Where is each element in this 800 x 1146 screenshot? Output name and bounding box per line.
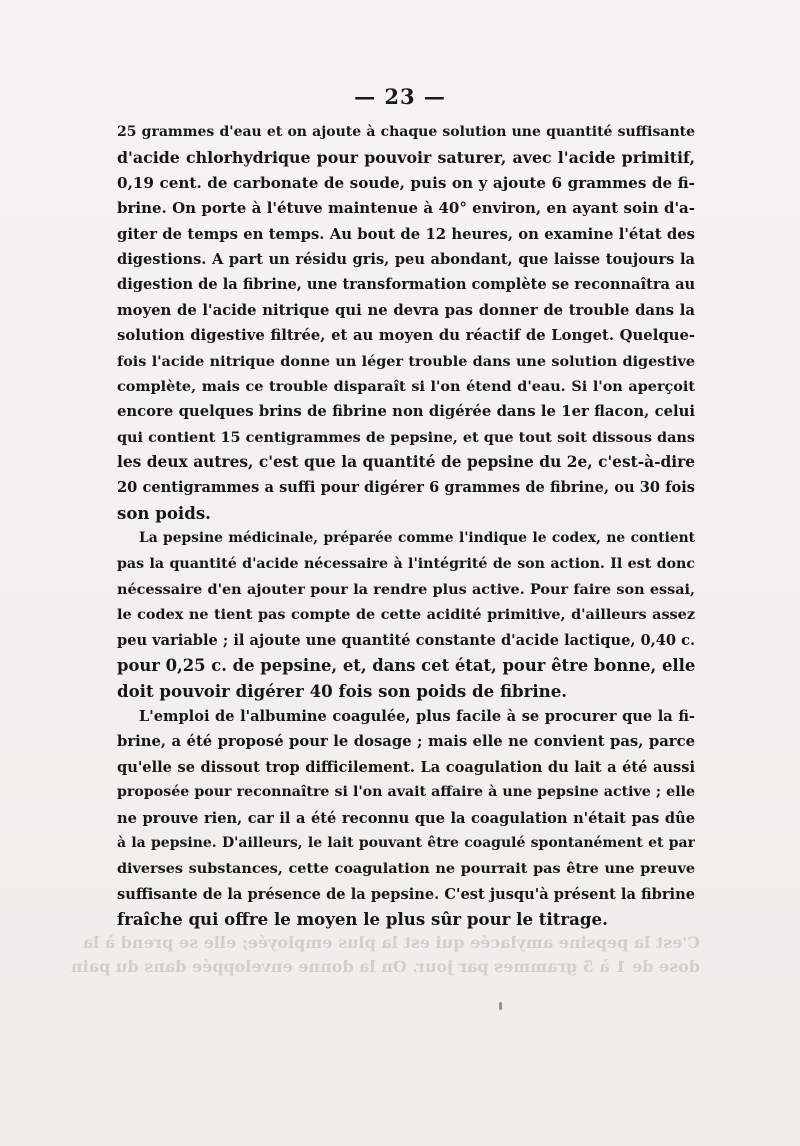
text-line: moyen de l'acide nitrique qui ne devra pas donner de trouble dans la: [117, 301, 695, 319]
text-line: giter de temps en temps. Au bout de 12 heures, on examine l'état des: [117, 225, 695, 243]
text-line: solution digestive filtrée, et au moyen du réactif de Longet. Quelque-: [117, 327, 695, 345]
text-line: qu'elle se dissout trop difficilement. La coagulation du lait a été aussi: [117, 758, 695, 776]
text-line: digestion de la fibrine, une transformation complète se reconnaîtra au: [117, 276, 695, 294]
text-line: nécessaire d'en ajouter pour la rendre plus active. Pour faire son essai,: [117, 581, 695, 599]
text-line: proposée pour reconnaître si l'on avait affaire à une pepsine active ; elle: [117, 784, 695, 801]
text-line: L'emploi de l'albumine coagulée, plus facile à se procurer que la fi-: [139, 707, 695, 725]
text-line: encore quelques brins de fibrine non digérée dans le 1er flacon, celui: [117, 403, 695, 421]
text-line: d'acide chlorhydrique pour pouvoir saturer, avec l'acide primitif,: [117, 148, 695, 168]
text-line: 20 centigrammes a suffi pour digérer 6 grammes de fibrine, ou 30 fois: [117, 479, 695, 497]
text-line: complète, mais ce trouble disparaît si l'on étend d'eau. Si l'on aperçoit: [117, 377, 695, 395]
text-line: les deux autres, c'est que la quantité de pepsine du 2e, c'est-à-dire: [117, 453, 695, 472]
text-line: 0,19 cent. de carbonate de soude, puis on y ajoute 6 grammes de fi-: [117, 173, 695, 192]
text-line: le codex ne tient pas compte de cette acidité primitive, d'ailleurs assez: [117, 606, 695, 624]
text-line: fraîche qui offre le moyen le plus sûr pour le titrage.: [117, 909, 608, 930]
body-text: [117, 120, 695, 933]
text-line: doit pouvoir digérer 40 fois son poids de fibrine.: [117, 680, 568, 701]
text-line: brine. On porte à l'étuve maintenue à 40° environ, en ayant soin d'a-: [117, 199, 695, 218]
text-line: La pepsine médicinale, préparée comme l'indique le codex, ne contient: [139, 530, 695, 547]
page-number: — 23 —: [354, 84, 446, 109]
text-line: son poids.: [117, 502, 211, 523]
text-line: pour 0,25 c. de pepsine, et, dans cet état, pour être bonne, elle: [117, 656, 695, 676]
ink-speck: [499, 1002, 502, 1010]
text-line: ne prouve rien, car il a été reconnu que la coagulation n'était pas dûe: [117, 809, 695, 827]
text-line: peu variable ; il ajoute une quantité constante d'acide lactique, 0,40 c.: [117, 631, 695, 649]
text-line: à la pepsine. D'ailleurs, le lait pouvant être coagulé spontanément et par: [117, 834, 695, 851]
text-line: 25 grammes d'eau et on ajoute à chaque solution une quantité suffisante: [117, 124, 695, 140]
show-through-text: C'est la pepsine amylacée qui est la plus employée; elle se prend à la: [82, 933, 700, 952]
text-line: brine, a été proposé pour le dosage ; mais elle ne convient pas, parce: [117, 733, 695, 751]
text-line: suffisante de la présence de la pepsine. C'est jusqu'à présent la fibrine: [117, 885, 695, 903]
show-through-text: dose de 1 à 5 grammes par jour. On la donne enveloppée dans du pain: [70, 957, 700, 976]
text-line: qui contient 15 centigrammes de pepsine, et que tout soit dissous dans: [117, 428, 695, 446]
text-line: pas la quantité d'acide nécessaire à l'intégrité de son action. Il est donc: [117, 555, 695, 572]
text-line: digestions. A part un résidu gris, peu abondant, que laisse toujours la: [117, 250, 695, 268]
text-line: diverses substances, cette coagulation ne pourrait pas être une preuve: [117, 860, 695, 878]
text-line: fois l'acide nitrique donne un léger trouble dans une solution digestive: [117, 352, 695, 370]
